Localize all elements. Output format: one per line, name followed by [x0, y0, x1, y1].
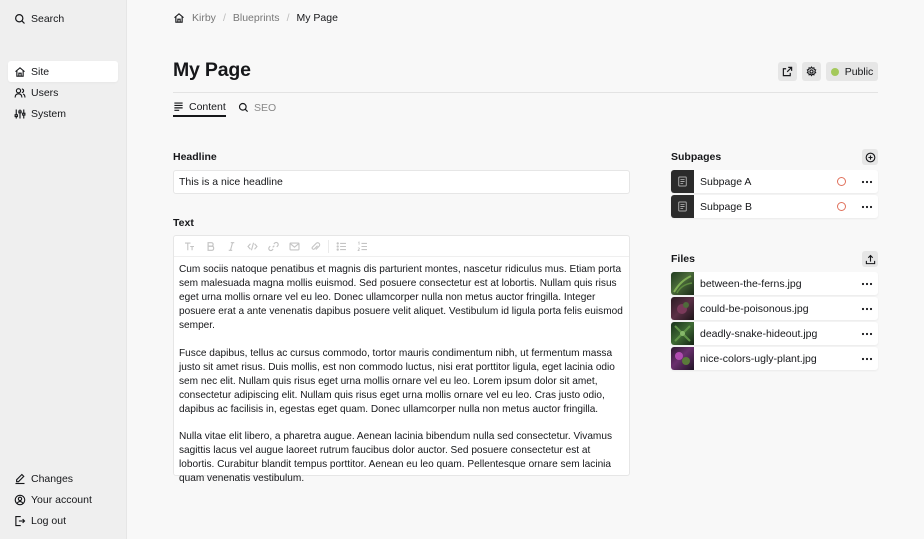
breadcrumb-item-blueprints[interactable]: Blueprints — [232, 12, 280, 24]
text-lines-icon — [173, 101, 184, 112]
link-button[interactable] — [263, 236, 284, 257]
add-subpage-button[interactable] — [862, 149, 878, 165]
add-icon — [865, 152, 876, 163]
page-thumbnail — [671, 195, 694, 218]
ordered-list-button[interactable] — [352, 236, 373, 257]
open-preview-button[interactable] — [778, 62, 797, 81]
more-icon — [861, 357, 873, 361]
subpage-title: Subpage B — [700, 200, 752, 213]
options-button[interactable] — [856, 357, 878, 361]
more-icon — [861, 180, 873, 184]
status-button[interactable] — [826, 62, 878, 81]
account-label: Your account — [31, 493, 92, 506]
more-icon — [861, 282, 873, 286]
file-item[interactable] — [671, 272, 878, 295]
sidebar-item-system[interactable] — [8, 103, 118, 124]
email-button[interactable] — [284, 236, 305, 257]
changes-label: Changes — [31, 472, 74, 485]
files-label: Files — [671, 253, 695, 265]
upload-icon — [865, 254, 876, 265]
text-label: Text — [173, 217, 194, 229]
file-thumbnail — [671, 297, 694, 320]
file-thumbnail — [671, 347, 694, 370]
file-item[interactable] — [671, 297, 878, 320]
text-size-icon — [184, 241, 195, 252]
breadcrumb-separator: / — [286, 12, 290, 24]
toolbar-divider — [328, 240, 329, 253]
tab-label: SEO — [254, 101, 277, 114]
italic-icon — [226, 241, 237, 252]
options-button[interactable] — [856, 205, 878, 209]
options-button[interactable] — [856, 307, 878, 311]
search-button[interactable] — [8, 8, 118, 29]
italic-button[interactable] — [221, 236, 242, 257]
bold-icon — [205, 241, 216, 252]
more-icon — [861, 205, 873, 209]
page-thumbnail — [671, 170, 694, 193]
breadcrumb-item-current[interactable]: My Page — [296, 12, 338, 24]
editor-content[interactable] — [174, 257, 629, 486]
page-title: My Page — [173, 59, 251, 81]
account-icon — [14, 494, 26, 506]
code-button[interactable] — [242, 236, 263, 257]
breadcrumb-item-kirby[interactable]: Kirby — [192, 12, 216, 24]
subpage-item[interactable] — [671, 195, 878, 218]
page-icon — [677, 201, 688, 212]
users-icon — [14, 87, 26, 99]
subpages-label: Subpages — [671, 151, 722, 163]
status-label: Public — [844, 65, 874, 78]
attachment-button[interactable] — [305, 236, 326, 257]
account-button[interactable] — [8, 489, 118, 510]
header-divider — [173, 92, 878, 93]
bold-button[interactable] — [200, 236, 221, 257]
heading-button[interactable] — [179, 236, 200, 257]
headline-input[interactable] — [173, 170, 630, 194]
file-thumbnail — [671, 322, 694, 345]
subpage-item[interactable] — [671, 170, 878, 193]
headline-label: Headline — [173, 151, 217, 163]
text-paragraph: Nulla vitae elit libero, a pharetra augue. Aenean lacinia bibendum nulla sed consectetur. Vivamus sagittis lacus vel augue laoreet rutrum faucibus dolor auctor. Sed posuere consectetur est at lobortis. Curabitur blandit tempus porttitor. Aenean eu leo quam. Pellentesque ornare sem lacinia quam venenatis vestibulum. — [179, 431, 612, 484]
search-icon — [238, 102, 249, 113]
search-label: Search — [31, 12, 65, 25]
options-button[interactable] — [856, 282, 878, 286]
open-external-icon — [782, 66, 793, 77]
tab-label: Content — [189, 100, 226, 113]
link-icon — [268, 241, 279, 252]
options-button[interactable] — [856, 332, 878, 336]
bullet-list-button[interactable] — [331, 236, 352, 257]
home-icon — [14, 66, 26, 78]
more-icon — [861, 332, 873, 336]
settings-button[interactable] — [802, 62, 821, 81]
more-icon — [861, 307, 873, 311]
file-name: nice-colors-ugly-plant.jpg — [700, 352, 817, 365]
file-item[interactable] — [671, 322, 878, 345]
subpage-title: Subpage A — [700, 175, 752, 188]
logout-label: Log out — [31, 514, 67, 527]
plant-image-icon — [671, 272, 694, 295]
draft-status-icon[interactable] — [837, 202, 846, 211]
sidebar — [0, 0, 127, 539]
sidebar-item-label: Users — [31, 86, 59, 99]
search-icon — [14, 13, 26, 25]
text-paragraph: Fusce dapibus, tellus ac cursus commodo, tortor mauris condimentum nibh, ut fermentum massa justo sit amet risus. Duis mollis, est non commodo luctus, nisi erat porttitor ligula, eget lacinia odio sem nec elit. Nullam quis risus eget urna mollis ornare vel eu leo. Lorem ipsum dolor sit amet, consectetur adipiscing elit. Nullam quis risus eget urna mollis ornare vel eu leo. Cras justo odio, dapibus ac facilisis in, egestas eget quam. Donec ullamcorper nulla non metus auctor fringilla. — [179, 347, 615, 415]
logout-icon — [14, 515, 26, 527]
mail-icon — [289, 241, 300, 252]
home-icon[interactable] — [173, 12, 185, 24]
text-editor[interactable] — [173, 235, 630, 484]
attachment-icon — [310, 241, 321, 252]
tab-seo[interactable] — [238, 98, 276, 117]
changes-button[interactable] — [8, 468, 118, 489]
logout-button[interactable] — [8, 510, 118, 531]
editor-toolbar — [174, 236, 629, 257]
code-icon — [247, 241, 258, 252]
gear-icon — [806, 66, 817, 77]
file-item[interactable] — [671, 347, 878, 370]
sidebar-item-site[interactable] — [8, 61, 118, 82]
bullet-list-icon — [336, 241, 347, 252]
file-name: between-the-ferns.jpg — [700, 277, 802, 290]
options-button[interactable] — [856, 180, 878, 184]
text-paragraph: Cum sociis natoque penatibus et magnis dis parturient montes, nascetur ridiculus mus. Etiam porta sem malesuada magna mollis euismod. Sed posuere consectetur est at lobortis. Nullam quis risus eget urna mollis ornare vel eu leo. Donec ullamcorper nulla non metus auctor fringilla. Integer posuere erat a ante venenatis dapibus posuere velit aliquet. Vestibulum id ligula porta felis euismod semper. — [179, 264, 623, 331]
plant-image-icon — [671, 347, 694, 370]
sidebar-item-label: Site — [31, 65, 50, 78]
sidebar-item-users[interactable] — [8, 82, 118, 103]
page-icon — [677, 176, 688, 187]
tab-content[interactable] — [173, 98, 226, 117]
upload-file-button[interactable] — [862, 251, 878, 267]
ordered-list-icon — [357, 241, 368, 252]
settings-icon — [14, 108, 26, 120]
file-name: deadly-snake-hideout.jpg — [700, 327, 818, 340]
sidebar-item-label: System — [31, 107, 67, 120]
plant-image-icon — [671, 297, 694, 320]
edit-icon — [14, 473, 26, 485]
status-dot-icon — [831, 68, 839, 76]
file-thumbnail — [671, 272, 694, 295]
breadcrumb — [173, 11, 338, 25]
plant-image-icon — [671, 322, 694, 345]
draft-status-icon[interactable] — [837, 177, 846, 186]
headline-value: This is a nice headline — [179, 176, 283, 188]
breadcrumb-separator: / — [222, 12, 226, 24]
file-name: could-be-poisonous.jpg — [700, 302, 809, 315]
